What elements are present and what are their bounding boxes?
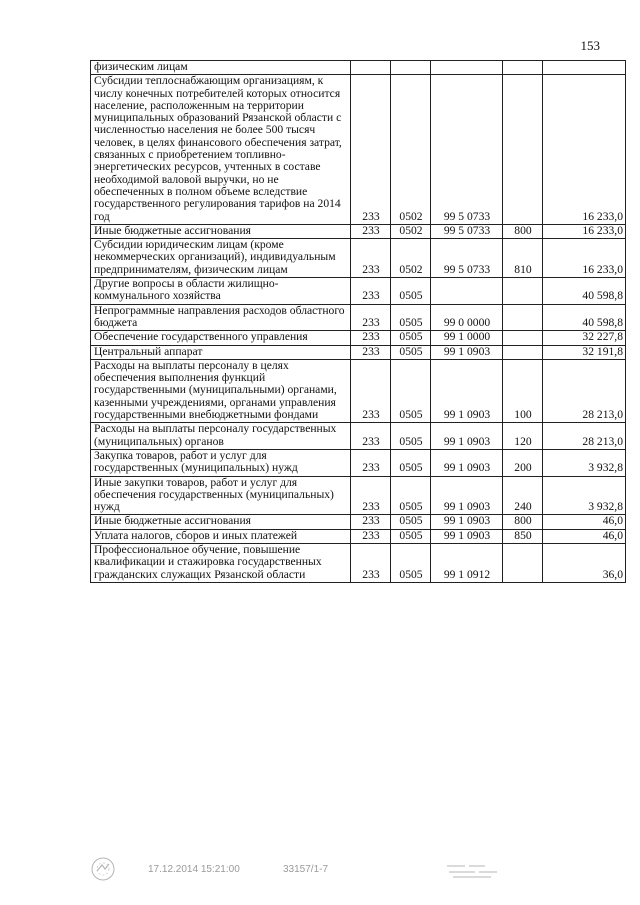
budget-table [90,60,626,583]
row-code-cell [351,61,391,75]
table-row [91,239,626,278]
row-name-cell: Непрограммные направления расходов областного бюджета [91,304,351,331]
row-section-cell: 0505 [391,529,431,543]
row-article-cell: 99 1 0000 [431,331,503,345]
row-code-cell: 233 [351,423,391,450]
registration-stamp-icon [90,856,116,882]
budget-table-body [91,61,626,583]
row-name-cell: Другие вопросы в области жилищно-коммунального хозяйства [91,278,351,305]
row-type-cell [503,345,543,359]
row-section-cell: 0505 [391,515,431,529]
table-row [91,224,626,238]
row-article-cell [431,61,503,75]
row-article-cell: 99 1 0903 [431,449,503,476]
row-type-cell: 120 [503,423,543,450]
row-name-cell: Расходы на выплаты персоналу государственных (муниципальных) органов [91,423,351,450]
row-name-cell: Обеспечение государственного управления [91,331,351,345]
row-article-cell: 99 1 0903 [431,476,503,515]
row-code-cell: 233 [351,239,391,278]
row-type-cell: 800 [503,224,543,238]
row-section-cell: 0502 [391,224,431,238]
table-row [91,476,626,515]
row-name-cell: Центральный аппарат [91,345,351,359]
row-article-cell: 99 1 0912 [431,543,503,582]
page-footer [90,858,590,882]
row-section-cell: 0505 [391,304,431,331]
table-row [91,345,626,359]
row-code-cell: 233 [351,278,391,305]
table-row [91,529,626,543]
row-code-cell: 233 [351,345,391,359]
row-type-cell [503,304,543,331]
row-name-cell: Субсидии юридическим лицам (кроме некоммерческих организаций), индивидуальным предпринимателям, физическим лицам [91,239,351,278]
row-section-cell: 0502 [391,239,431,278]
row-name-cell: Уплата налогов, сборов и иных платежей [91,529,351,543]
row-name-cell: Расходы на выплаты персоналу в целях обеспечения выполнения функций государственными (муниципальными) органами, казенными учреждениями, органами управления государственными внебюджетными фондами [91,359,351,422]
table-row [91,304,626,331]
row-sum-cell: 32 191,8 [543,345,626,359]
row-sum-cell: 16 233,0 [543,239,626,278]
page-number: 153 [580,38,600,53]
row-name-cell: Иные бюджетные ассигнования [91,515,351,529]
row-name-cell: Субсидии теплоснабжающим организациям, к числу конечных потребителей которых относится население, расположенным на территории муниципальных образований Рязанской области с численностью населения не более 500 тысяч человек, в целях финансового обеспечения затрат, связанных с приобретением топливно-энергетических ресурсов, учтенных в составе необходимой валовой выручки, но не обеспеченных в полном объеме вследствие государственного регулирования тарифов на 2014 год [91,75,351,225]
row-section-cell: 0505 [391,278,431,305]
row-code-cell: 233 [351,359,391,422]
row-code-cell: 233 [351,529,391,543]
row-section-cell [391,61,431,75]
footer-date: 17.12.2014 15:21:00 [148,864,240,875]
scan-mark-icon [445,860,515,880]
row-type-cell [503,331,543,345]
row-sum-cell: 46,0 [543,515,626,529]
table-row [91,423,626,450]
row-type-cell [503,543,543,582]
row-code-cell: 233 [351,449,391,476]
row-sum-cell: 40 598,8 [543,278,626,305]
row-code-cell: 233 [351,543,391,582]
row-type-cell [503,278,543,305]
row-section-cell: 0502 [391,75,431,225]
row-type-cell: 200 [503,449,543,476]
row-name-cell: Закупка товаров, работ и услуг для государственных (муниципальных) нужд [91,449,351,476]
row-type-cell [503,75,543,225]
row-sum-cell: 36,0 [543,543,626,582]
row-code-cell: 233 [351,476,391,515]
table-row [91,359,626,422]
row-sum-cell: 16 233,0 [543,75,626,225]
table-row [91,278,626,305]
row-section-cell: 0505 [391,359,431,422]
row-section-cell: 0505 [391,345,431,359]
row-name-cell: Иные бюджетные ассигнования [91,224,351,238]
row-code-cell: 233 [351,304,391,331]
row-code-cell: 233 [351,75,391,225]
row-sum-cell: 28 213,0 [543,359,626,422]
row-article-cell: 99 1 0903 [431,515,503,529]
row-name-cell: физическим лицам [91,61,351,75]
row-article-cell: 99 5 0733 [431,75,503,225]
row-code-cell: 233 [351,224,391,238]
row-code-cell: 233 [351,331,391,345]
table-row [91,543,626,582]
row-type-cell: 800 [503,515,543,529]
row-article-cell: 99 0 0000 [431,304,503,331]
table-row [91,331,626,345]
row-type-cell: 240 [503,476,543,515]
row-section-cell: 0505 [391,476,431,515]
table-row [91,449,626,476]
row-article-cell: 99 5 0733 [431,239,503,278]
row-type-cell: 850 [503,529,543,543]
row-section-cell: 0505 [391,331,431,345]
row-sum-cell: 46,0 [543,529,626,543]
row-sum-cell: 16 233,0 [543,224,626,238]
row-article-cell: 99 1 0903 [431,529,503,543]
table-row [91,61,626,75]
row-article-cell [431,278,503,305]
row-type-cell [503,61,543,75]
table-row [91,75,626,225]
row-sum-cell: 32 227,8 [543,331,626,345]
footer-doc-code: 33157/1-7 [283,864,329,875]
row-section-cell: 0505 [391,449,431,476]
table-row [91,515,626,529]
row-sum-cell: 28 213,0 [543,423,626,450]
row-section-cell: 0505 [391,423,431,450]
row-sum-cell: 3 932,8 [543,476,626,515]
row-article-cell: 99 1 0903 [431,423,503,450]
row-code-cell: 233 [351,515,391,529]
row-article-cell: 99 1 0903 [431,345,503,359]
row-article-cell: 99 1 0903 [431,359,503,422]
row-type-cell: 100 [503,359,543,422]
row-name-cell: Иные закупки товаров, работ и услуг для обеспечения государственных (муниципальных) нужд [91,476,351,515]
row-article-cell: 99 5 0733 [431,224,503,238]
row-sum-cell: 3 932,8 [543,449,626,476]
row-type-cell: 810 [503,239,543,278]
row-sum-cell [543,61,626,75]
row-sum-cell: 40 598,8 [543,304,626,331]
row-name-cell: Профессиональное обучение, повышение квалификации и стажировка государственных гражданских служащих Рязанской области [91,543,351,582]
row-section-cell: 0505 [391,543,431,582]
